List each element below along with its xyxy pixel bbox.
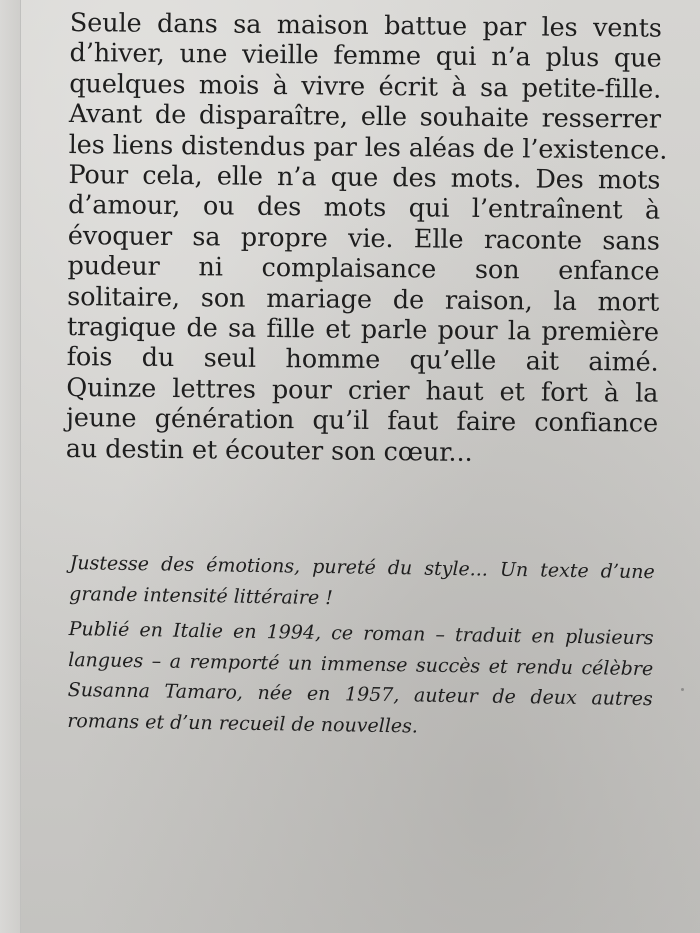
cover-spine-edge bbox=[0, 0, 21, 933]
blurb-line: d’amour, ou des mots qui l’entraînent à bbox=[67, 190, 661, 227]
critique-text bbox=[67, 548, 655, 745]
blurb-line: tragique de sa fille et parle pour la première bbox=[66, 312, 660, 348]
blurb-line: solitaire, son mariage de raison, la mort bbox=[67, 281, 660, 318]
critique-line: Publié en Italie en 1994, ce roman – traduit en plusieurs bbox=[68, 617, 654, 650]
critique-line: romans et d’un recueil de nouvelles. bbox=[67, 709, 419, 737]
critique-paragraph-praise bbox=[69, 548, 655, 618]
blurb-line: au destin et écouter son cœur... bbox=[65, 433, 473, 468]
blurb-line: d’hiver, une vieille femme qui n’a plus que bbox=[69, 38, 662, 75]
critique-paragraph-publication bbox=[67, 614, 654, 745]
blurb-line: Quinze lettres pour crier haut et fort à la bbox=[66, 372, 659, 409]
blurb-line: Avant de disparaître, elle souhaite resserrer bbox=[68, 99, 662, 135]
critique-line: grande intensité littéraire ! bbox=[69, 582, 334, 609]
blurb-line: jeune génération qu’il faut faire confiance bbox=[65, 403, 659, 439]
critique-line: Susanna Tamaro, née en 1957, auteur de deux autres bbox=[67, 678, 653, 711]
paper-speck bbox=[681, 688, 684, 691]
blurb-line: pudeur ni complaisance son enfance bbox=[67, 251, 660, 287]
critique-line: langues – a remporté un immense succès et rendu célèbre bbox=[68, 648, 654, 680]
blurb-line: Seule dans sa maison battue par les vents bbox=[69, 8, 662, 44]
blurb-line: quelques mois à vivre écrit à sa petite-fille. bbox=[69, 68, 662, 105]
critique-line: Justesse des émotions, pureté du style... Un texte d’une bbox=[69, 551, 655, 584]
blurb-text bbox=[65, 8, 668, 470]
blurb-line: fois du seul homme qu’elle ait aimé. bbox=[66, 342, 659, 379]
blurb-line: les liens distendus par les aléas de l’existence. bbox=[68, 129, 668, 166]
blurb-line: évoquer sa propre vie. Elle raconte sans bbox=[67, 220, 660, 257]
blurb-line: Pour cela, elle n’a que des mots. Des mots bbox=[68, 160, 661, 196]
